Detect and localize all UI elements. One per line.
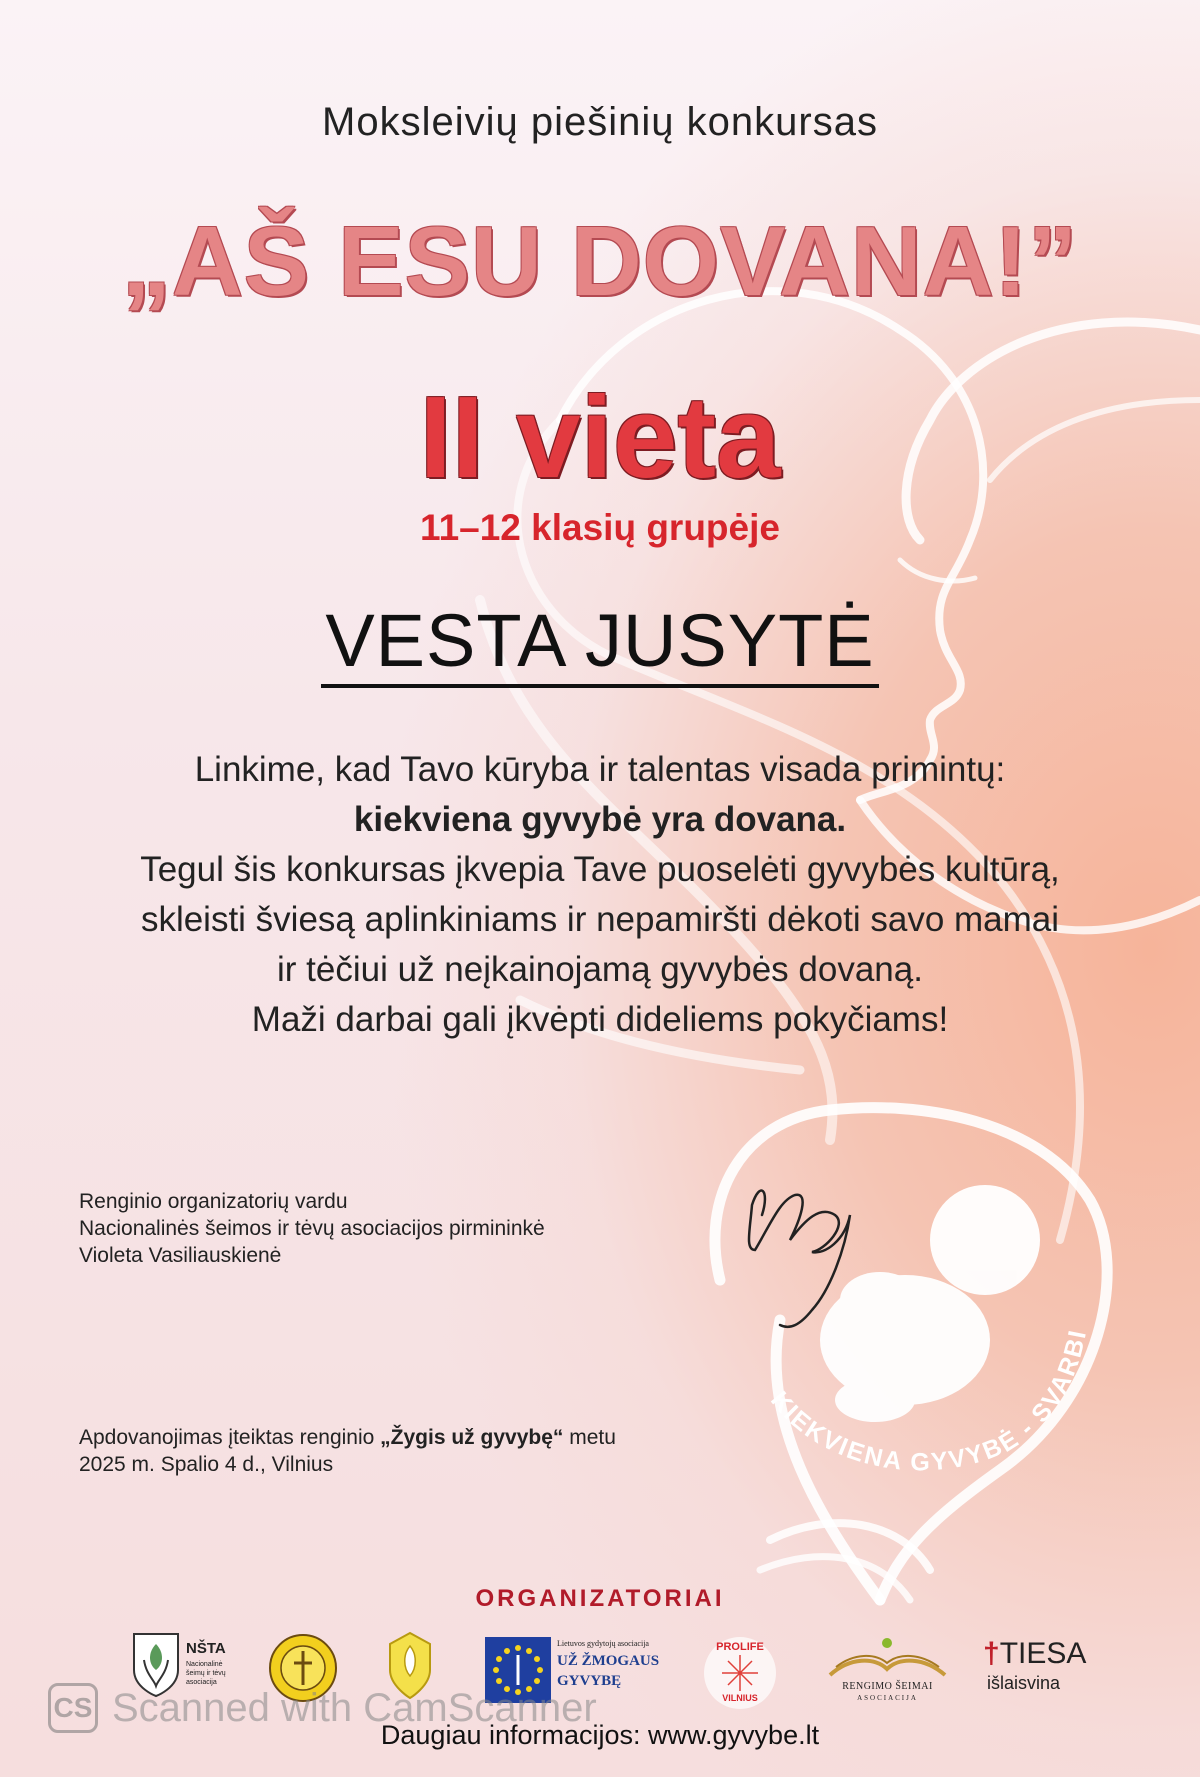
age-group: 11–12 klasių grupėje: [420, 507, 780, 548]
nsta-small-line: šeimų ir tėvų: [186, 1670, 226, 1677]
rengimo-logo: [820, 1637, 955, 1707]
place-heading: II vieta: [419, 372, 781, 502]
award-suffix: metu: [563, 1426, 616, 1449]
nsta-abbr: NŠTA: [186, 1640, 226, 1657]
message-line: Linkime, kad Tavo kūryba ir talentas visada primintų:: [194, 750, 1006, 789]
contest-subtitle: Moksleivių piešinių konkursas: [322, 100, 878, 144]
prolife-top: PROLIFE: [716, 1641, 764, 1653]
message-line-bold: kiekviena gyvybė yra dovana.: [353, 800, 847, 839]
award-block: [79, 1424, 616, 1478]
event-name: „Žygis už gyvybę“: [380, 1426, 564, 1449]
tiesa-line1: TIESA: [999, 1637, 1087, 1670]
message-line: skleisti šviesą aplinkiniams ir nepamiršti dėkoti savo mamai: [140, 900, 1060, 939]
tiesa-logo: [983, 1637, 1087, 1697]
nsta-small-line: asociacija: [186, 1679, 217, 1686]
nsta-small-line: Nacionalinė: [186, 1661, 223, 1668]
recipient-name: VESTA JUSYTĖ: [321, 599, 878, 688]
rengimo-line1: RENGIMO ŠEIMAI: [842, 1681, 933, 1692]
tiesa-line1-wrap: [983, 1637, 1086, 1671]
cross-icon: †: [983, 1637, 1000, 1670]
message-line: Tegul šis konkursas įkvepia Tave puoselėti gyvybės kultūrą,: [140, 850, 1060, 889]
award-date: 2025 m. Spalio 4 d., Vilnius: [79, 1453, 334, 1476]
tiesa-line2: išlaisvina: [987, 1673, 1061, 1693]
message-line: ir tėčiui už neįkainojamą gyvybės dovaną.: [277, 950, 923, 989]
lgua-line2: UŽ ŽMOGAUS: [557, 1653, 660, 1669]
rengimo-line2: ASOCIACIJA: [857, 1694, 918, 1702]
prolife-logo: [700, 1633, 780, 1713]
svg-text:KIEKVIENA GYVYBĖ - SVARBI: KIEKVIENA GYVYBĖ - SVARBI: [765, 1326, 1093, 1477]
footer-info: Daugiau informacijos: www.gyvybe.lt: [380, 1720, 820, 1750]
contest-title: „AŠ ESU DOVANA!”: [121, 206, 1079, 316]
signatory-name: Violeta Vasiliauskienė: [79, 1244, 282, 1267]
lgua-line1: Lietuvos gydytojų asociacija: [557, 1639, 649, 1648]
message-line: Maži darbai gali įkvėpti dideliems pokyčiams!: [251, 1000, 949, 1039]
award-line: [79, 1424, 616, 1451]
signatory-line: Nacionalinės šeimos ir tėvų asociacijos pirmininkė: [79, 1217, 545, 1240]
organizers-title: ORGANIZATORIAI: [475, 1585, 725, 1612]
camscanner-badge: CS: [48, 1683, 98, 1733]
signatory-line: Renginio organizatorių vardu: [79, 1190, 348, 1213]
award-prefix: Apdovanojimas įteiktas renginio: [79, 1426, 381, 1449]
lgua-line3: GYVYBĘ: [557, 1673, 622, 1689]
open-book-icon: [820, 1637, 955, 1679]
prolife-bottom: VILNIUS: [722, 1693, 758, 1703]
camscanner-text: Scanned with CamScanner: [112, 1685, 597, 1730]
